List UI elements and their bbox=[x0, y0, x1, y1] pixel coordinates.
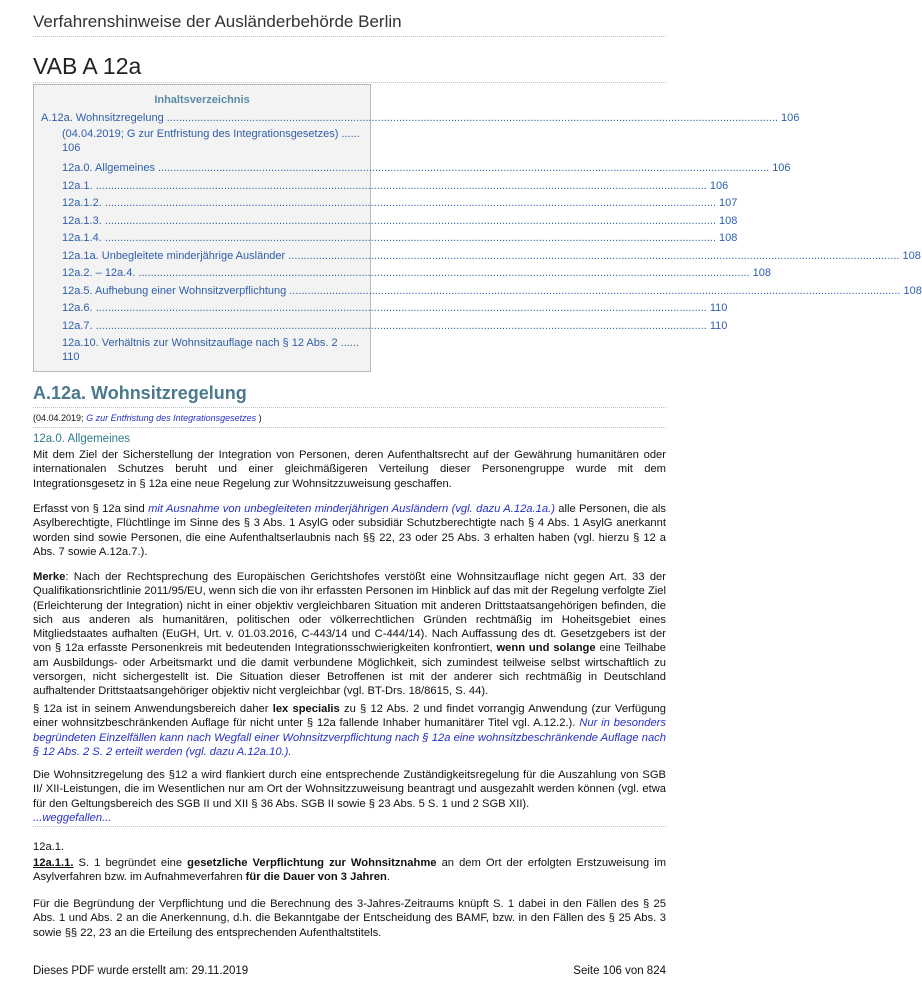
toc-entry-label: 12a.1a. Unbegleitete minderjährige Ausländer bbox=[62, 250, 286, 262]
toc-entry[interactable] bbox=[62, 127, 363, 155]
toc-dot-leader: ...... bbox=[338, 128, 360, 140]
toc-entry-label: (04.04.2019; G zur Entfristung des Integrationsgesetzes) bbox=[62, 128, 339, 140]
toc-entry-page: 110 bbox=[709, 320, 728, 332]
toc-dot-leader: ........................................................................................................................................................................................................ bbox=[95, 320, 707, 332]
toc-entry[interactable] bbox=[62, 284, 922, 298]
p5-divider bbox=[33, 826, 666, 827]
toc-dot-leader: ........................................................................................................................................................................................................ bbox=[104, 197, 716, 209]
toc-entry-label: 12a.0. Allgemeines bbox=[62, 162, 155, 174]
p5-removed-link[interactable]: ...weggefallen... bbox=[33, 811, 112, 824]
p4-italic: Nur in besonders begründeten Einzelfällen kann nach Wegfall einer Wohnsitzverpflichtung nach § 12a eine wohnsitzbeschränkende Auflage nach § 12 Abs. 2 S. 2 erteilt werden (vgl. dazu A.12a.10.). bbox=[33, 717, 667, 758]
toc-dot-leader: ........................................................................................................................................................................................................ bbox=[289, 285, 901, 297]
toc-entry-page: 108 bbox=[719, 215, 738, 227]
toc-dot-leader: ........................................................................................................................................................................................................ bbox=[166, 112, 778, 124]
toc-entry[interactable] bbox=[62, 301, 728, 315]
toc-entry-label: 12a.1. bbox=[62, 180, 93, 192]
toc-dot-leader: ........................................................................................................................................................................................................ bbox=[95, 180, 707, 192]
paragraph-5 bbox=[33, 768, 666, 825]
subheading-allgemeines: 12a.0. Allgemeines bbox=[33, 433, 131, 445]
toc-entry-page: 106 bbox=[62, 142, 81, 154]
toc-entry-label: 12a.1.2. bbox=[62, 197, 102, 209]
toc-entry-label: 12a.10. Verhältnis zur Wohnsitzauflage nach § 12 Abs. 2 bbox=[62, 337, 338, 349]
toc-dot-leader: ........................................................................................................................................................................................................ bbox=[288, 250, 900, 262]
toc-entry[interactable] bbox=[62, 179, 729, 193]
merke-label: Merke bbox=[33, 571, 66, 583]
p4-text-b: zu § 12 Abs. 2 und findet vorrangig Anwendung (zur Verfügung einer wohnsitzbeschränkenden Auflage für nicht unter § 12a fallende Inhaber humanitärer Titel vgl. A.12.2.). bbox=[33, 703, 667, 730]
p2-text-c: alle Personen, die als Asylberechtigte, Flüchtlinge im Sinne des § 3 Abs. 1 AsylG oder subsidiär Schutzberechtigte nach § 4 Abs. 1 AsylG anerkannt worden sind sowie Personen, die eine Aufenthaltserlaubnis nach §§ 22, 23 oder 25 Abs. 3 erhalten haben (vgl. hierzu § 12 a Abs. 7 sowie A.12a.7.). bbox=[33, 503, 666, 558]
paragraph-1: Mit dem Ziel der Sicherstellung der Integration von Personen, deren Aufenthaltsrecht auf der Gewährung humanitären oder internationalen Schutzes beruht und einer gleichmäßigeren Verteilung dieser Personengruppe wurde mit dem Integrationsgesetz in § 12a eine neue Regelung zur Wohnsitzzuweisung geschaffen. bbox=[33, 449, 666, 490]
paragraph-2 bbox=[33, 502, 666, 559]
toc-entry-label: A.12a. Wohnsitzregelung bbox=[41, 112, 164, 124]
toc-entry-page: 108 bbox=[903, 285, 922, 297]
paragraph-merke bbox=[33, 570, 666, 699]
toc-entry[interactable] bbox=[62, 266, 771, 280]
toc-dot-leader: ........................................................................................................................................................................................................ bbox=[138, 267, 750, 279]
p2-text-a: Erfasst von § 12a sind bbox=[33, 503, 149, 515]
p3-text-a: : Nach der Rechtsprechung des Europäischen Gerichtshofes verstößt eine Wohnsitzauflage nicht gegen Art. 33 der Qualifikationsrichtlinie 2011/95/EU, wenn sich die von ihr erfassten Personen im Hinblick auf das mit der Regelung verfolgte Ziel (Erleichterung der Integration) nicht in einer objektiv vergleichbaren Situation mit anderen Drittstaatsangehörigen befinden, die sich aus anderen als humanitären, politischen oder völkerrechtlichen Gründen rechtmäßig im Hoheitsgebiet eines Mitgliedstaates aufhalten (EuGH, Urt. v. 01.03.2016, C-443/14 und C-444/14). Nach Auffassung des dt. Gesetzgebers ist der von § 12a erfasste Personenkreis mit bedeutenden Integrationsschwierigkeiten konfrontiert, bbox=[33, 571, 666, 655]
section-note-end: ) bbox=[258, 413, 262, 423]
toc-entry[interactable] bbox=[41, 111, 800, 125]
toc-entry[interactable] bbox=[62, 231, 738, 245]
toc-entry[interactable] bbox=[62, 336, 363, 364]
p5-text: Die Wohnsitzregelung des §12 a wird flankiert durch eine entsprechende Zuständigkeitsregelung für die Auszahlung von SGB II/ XII-Leistungen, die im Wesentlichen nur am Ort der Wohnsitzzuweisung beantragt und ausgezahlt werden können (vgl. etwa für den Geltungsbereich des SGB II und XII § 36 Abs. SGB II sowie § 23 Abs. 5 S. 1 und 2 SGB XII). bbox=[33, 769, 666, 810]
toc-entry[interactable] bbox=[62, 161, 791, 175]
subheading-12a1: 12a.1. bbox=[33, 841, 65, 853]
footer-created: Dieses PDF wurde erstellt am: 29.11.2019 bbox=[33, 965, 249, 977]
paragraph-7: Für die Begründung der Verpflichtung und die Berechnung des 3-Jahres-Zeitraums knüpft S. 1 dabei in den Fällen des § 25 Abs. 1 und Abs. 2 an die Anerkennung, d.h. die Bekanntgabe der Entscheidung des BAMF, bzw. in den Fällen des § 25 Abs. 3 sowie §§ 22, 23 an die Erteilung des entsprechenden Aufenthaltstitels. bbox=[33, 898, 666, 939]
p6-bold-1: gesetzliche Verpflichtung zur Wohnsitznahme bbox=[187, 857, 437, 869]
toc-entry-label: 12a.1.4. bbox=[62, 232, 102, 244]
toc-entry-label: 12a.5. Aufhebung einer Wohnsitzverpflichtung bbox=[62, 285, 287, 297]
title-divider bbox=[33, 82, 666, 83]
table-of-contents bbox=[33, 84, 922, 372]
toc-entry-label: 12a.6. bbox=[62, 302, 93, 314]
toc-entry[interactable] bbox=[62, 214, 738, 228]
header-title: Verfahrenshinweise der Ausländerbehörde Berlin bbox=[33, 12, 402, 31]
section-divider bbox=[33, 407, 666, 408]
paragraph-6 bbox=[33, 856, 666, 885]
note-divider bbox=[33, 427, 666, 428]
p6-bold-2: für die Dauer von 3 Jahren bbox=[245, 871, 387, 884]
p6-number: 12a.1.1. bbox=[33, 857, 74, 869]
toc-entry-page: 108 bbox=[719, 232, 738, 244]
toc-entry[interactable] bbox=[62, 319, 728, 333]
toc-entry-label: 12a.7. bbox=[62, 320, 93, 332]
toc-entry-label: 12a.2. – 12a.4. bbox=[62, 267, 136, 279]
p2-link[interactable]: mit Ausnahme von unbegleiteten minderjährigen Ausländern (vgl. dazu A.12a.1a.) bbox=[148, 503, 555, 515]
p6-text-c: . bbox=[386, 871, 390, 884]
toc-entry-page: 107 bbox=[719, 197, 738, 209]
header-divider bbox=[33, 36, 666, 37]
p3-bold: wenn und solange bbox=[496, 642, 596, 655]
toc-entry-page: 110 bbox=[709, 302, 728, 314]
section-note-link[interactable]: G zur Entfristung des Integrationsgesetzes bbox=[86, 413, 257, 423]
toc-dot-leader: ........................................................................................................................................................................................................ bbox=[104, 215, 716, 227]
section-note bbox=[33, 413, 262, 423]
toc-entry-page: 106 bbox=[780, 112, 800, 124]
p4-bold: lex specialis bbox=[272, 703, 340, 715]
toc-entry-page: 108 bbox=[902, 250, 921, 262]
toc-dot-leader: ...... bbox=[337, 337, 359, 349]
toc-dot-leader: ........................................................................................................................................................................................................ bbox=[157, 162, 770, 174]
toc-entry-label: 12a.1.3. bbox=[62, 215, 102, 227]
footer-page: Seite 106 von 824 bbox=[573, 965, 666, 977]
p3-text-b: eine Teilhabe am Ausbildungs- oder Arbeitsmarkt und die damit verbundene Möglichkeit, sich zumindest teilweise selbst wirtschaftlich zu versorgen, nicht sichergestellt ist. Die Situation dieser Betroffenen ist mit der anderer sich rechtmäßig in Deutschland aufhaltender Drittstaatsangehöriger objektiv nicht vergleichbar (vgl. BT-Drs. 18/8615, S. 44). bbox=[33, 642, 666, 698]
toc-dot-leader: ........................................................................................................................................................................................................ bbox=[95, 302, 707, 314]
document-title: VAB A 12a bbox=[33, 53, 142, 79]
toc-entry-page: 106 bbox=[709, 180, 729, 192]
p4-text-a: § 12a ist in seinem Anwendungsbereich daher bbox=[33, 703, 273, 715]
p6-text-a: S. 1 begründet eine bbox=[73, 857, 188, 869]
toc-heading: Inhaltsverzeichnis bbox=[154, 94, 250, 106]
toc-dot-leader: ........................................................................................................................................................................................................ bbox=[104, 232, 716, 244]
section-note-date: (04.04.2019; bbox=[33, 413, 84, 423]
toc-entry-page: 106 bbox=[772, 162, 791, 174]
paragraph-4 bbox=[33, 702, 666, 759]
toc-entry-page: 110 bbox=[62, 351, 80, 363]
p6-text-b: an dem Ort der erfolgten Erstzuweisung im Asylverfahren bzw. im Aufnahmeverfahren bbox=[33, 857, 667, 884]
section-title: A.12a. Wohnsitzregelung bbox=[33, 383, 247, 403]
toc-entry[interactable] bbox=[62, 249, 921, 263]
toc-entry[interactable] bbox=[62, 196, 738, 210]
toc-entry-page: 108 bbox=[752, 267, 771, 279]
